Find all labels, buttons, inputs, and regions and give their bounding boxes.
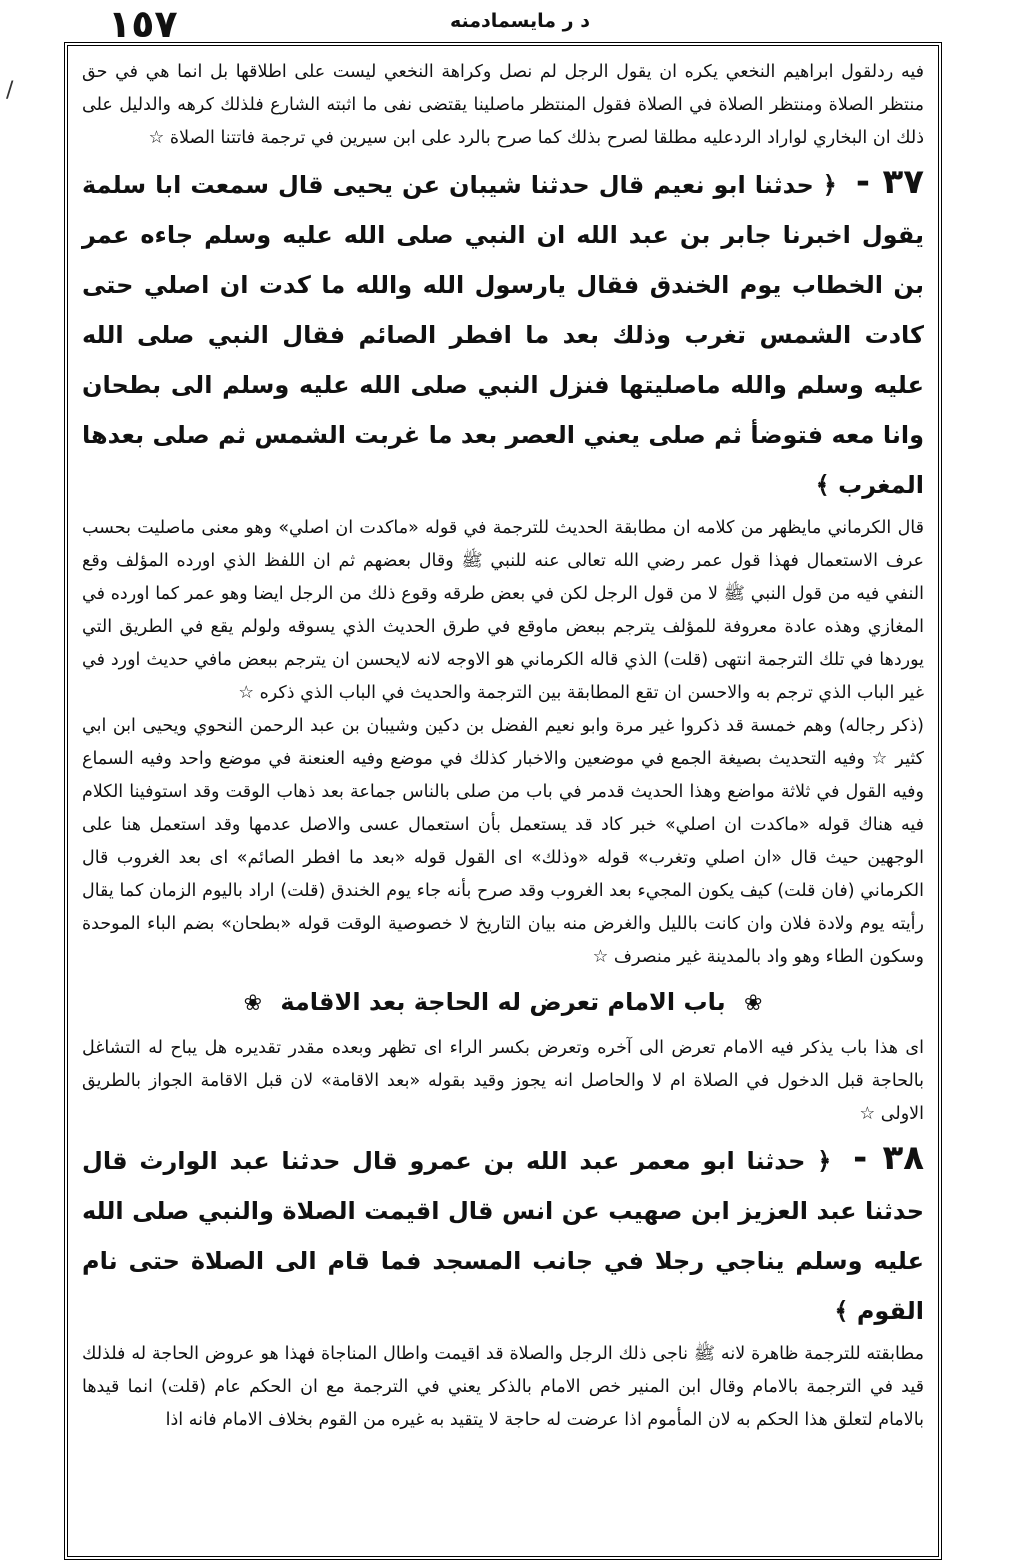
- chapter-title: باب الامام تعرض له الحاجة بعد الاقامة: [280, 988, 726, 1016]
- hadith-38-text: ﴿ حدثنا ابو معمر عبد الله بن عمرو قال حدثنا عبد الوارث قال حدثنا عبد العزيز ابن صهيب عن انس قال اقيمت الصلاة والنبي صلى الله عليه وسلم يناجي رجلا في جانب المسجد فما قام الى الصلاة حتى نام القوم ﴾: [82, 1147, 924, 1325]
- margin-mark: /: [6, 78, 14, 103]
- hadith-37-text: ﴿ حدثنا ابو نعيم قال حدثنا شيبان عن يحيى قال سمعت ابا سلمة يقول اخبرنا جابر بن عبد الله ان النبي صلى الله عليه وسلم جاءه عمر بن الخطاب يوم الخندق فقال يارسول الله والله ما كدت ان اصلي حتى كادت الشمس تغرب وذلك بعد ما افطر الصائم فقال النبي صلى الله عليه وسلم والله ماصليتها فنزل النبي صلى الله عليه وسلم الى بطحان وانا معه فتوضأ ثم صلى يعني العصر بعد ما غربت الشمس ثم صلى بعدها المغرب ﴾: [82, 171, 924, 499]
- page-number: ١٥٧: [108, 2, 178, 46]
- hadith-38: [82, 1133, 924, 1336]
- running-title: د ر مايسمادمنه: [450, 10, 590, 32]
- ornament-icon: ❀: [743, 991, 763, 1016]
- commentary-paragraph-1: فيه ردلقول ابراهيم النخعي يكره ان يقول الرجل لم نصل وكراهة النخعي ليست على اطلاقها بل انما هي في حق منتظر الصلاة ومنتظر الصلاة في الصلاة فقول المنتظر ماصلينا يقتضى نفى ما اثبته الشارع فلذلك كرهه والدليل على ذلك ان البخاري لواراد الردعليه مطلقا لصرح بذلك كما صرح بالرد على ابن سيرين في ترجمة فاتتنا الصلاة ☆: [82, 62, 924, 148]
- chapter-heading: [82, 980, 924, 1026]
- ornament-icon: ❀: [243, 991, 263, 1016]
- hadith-37-number: ٣٧ -: [855, 162, 925, 202]
- commentary-paragraph-2: قال الكرماني مايظهر من كلامه ان مطابقة الحديث للترجمة في قوله «ماكدت ان اصلي» وهو معنى ماصليت بحسب عرف الاستعمال فهذا قول عمر رضي الله تعالى عنه للنبي ﷺ وقال بعضهم ثم ان اللفظ الذي اورده المؤلف وقع النفي فيه من قول النبي ﷺ لا من قول الرجل لكن في بعض طرقه وقوع ذلك من الرجل ايضا وهو عمر كما اورده في المغازي وهذه عادة معروفة للمؤلف يترجم ببعض ماوقع في طرق الحديث الذي يسوقه ولولم يقع في الطريق التي يوردها في تلك الترجمة انتهى (قلت) الذي قاله الكرماني هو الاوجه لانه لايحسن ان يترجم ببعض مافي حديث اورد في غير الباب الذي ترجم به والاحسن ان تقع المطابقة بين الترجمة والحديث في الباب الذي ذكره ☆: [82, 518, 924, 703]
- hadith-38-number: ٣٨ -: [853, 1138, 925, 1178]
- commentary-paragraph-5: مطابقته للترجمة ظاهرة لانه ﷺ ناجى ذلك الرجل والصلاة قد اقيمت واطال المناجاة فهذا هو عروض الحاجة له فلذلك قيد في الترجمة بالامام وقال ابن المنير خص الامام بالذكر يعني في الترجمة مع ان الحكم عام (قلت) انما قيدها بالامام لتعلق هذا الحكم به لان المأموم اذا عرضت له حاجة لا يتقيد به غيره من القوم بخلاف الامام فانه اذا: [82, 1344, 924, 1430]
- commentary-paragraph-3: (ذكر رجاله) وهم خمسة قد ذكروا غير مرة وابو نعيم الفضل بن دكين وشيبان بن عبد الرحمن النحوي ويحيى ابن ابي كثير ☆ وفيه التحديث بصيغة الجمع في موضعين والاخبار كذلك في موضع وفيه العنعنة في موضع واحد وفيه السماع وفيه القول في ثلاثة مواضع وهذا الحديث قدمر في باب من صلى بالناس جماعة بعد ذهاب الوقت وقد استوفينا الكلام فيه هناك قوله «ماكدت ان اصلي» خبر كاد قد يستعمل بأن استعمال عسى والاصل عدمها وقد استعمل هنا على الوجهين حيث قال «ان اصلي وتغرب» قوله «وذلك» اى القول قوله «بعد ما افطر الصائم» اى بعد الغروب قال الكرماني (فان قلت) كيف يكون المجيء بعد الغروب وقد صرح بأنه جاء يوم الخندق (قلت) اراد باليوم الزمان كما يقال رأيته يوم ولادة فلان وان كانت بالليل والغرض منه بيان التاريخ لا خصوصية الوقت قوله «بطحان» بضم الباء الموحدة وسكون الطاء وهو واد بالمدينة غير منصرف ☆: [82, 716, 924, 967]
- page-frame: [64, 42, 942, 1560]
- hadith-37: [82, 157, 924, 510]
- commentary-paragraph-4: اى هذا باب يذكر فيه الامام تعرض الى آخره وتعرض بكسر الراء اى تظهر وبعده مقدر تقديره هل يباح له التشاغل بالحاجة قبل الدخول في الصلاة ام لا والحاصل انه يجوز وقيد بقوله «بعد الاقامة» لان قبل الاقامة الجواز بالطريق الاولى ☆: [82, 1038, 924, 1124]
- page-header: [0, 0, 1033, 44]
